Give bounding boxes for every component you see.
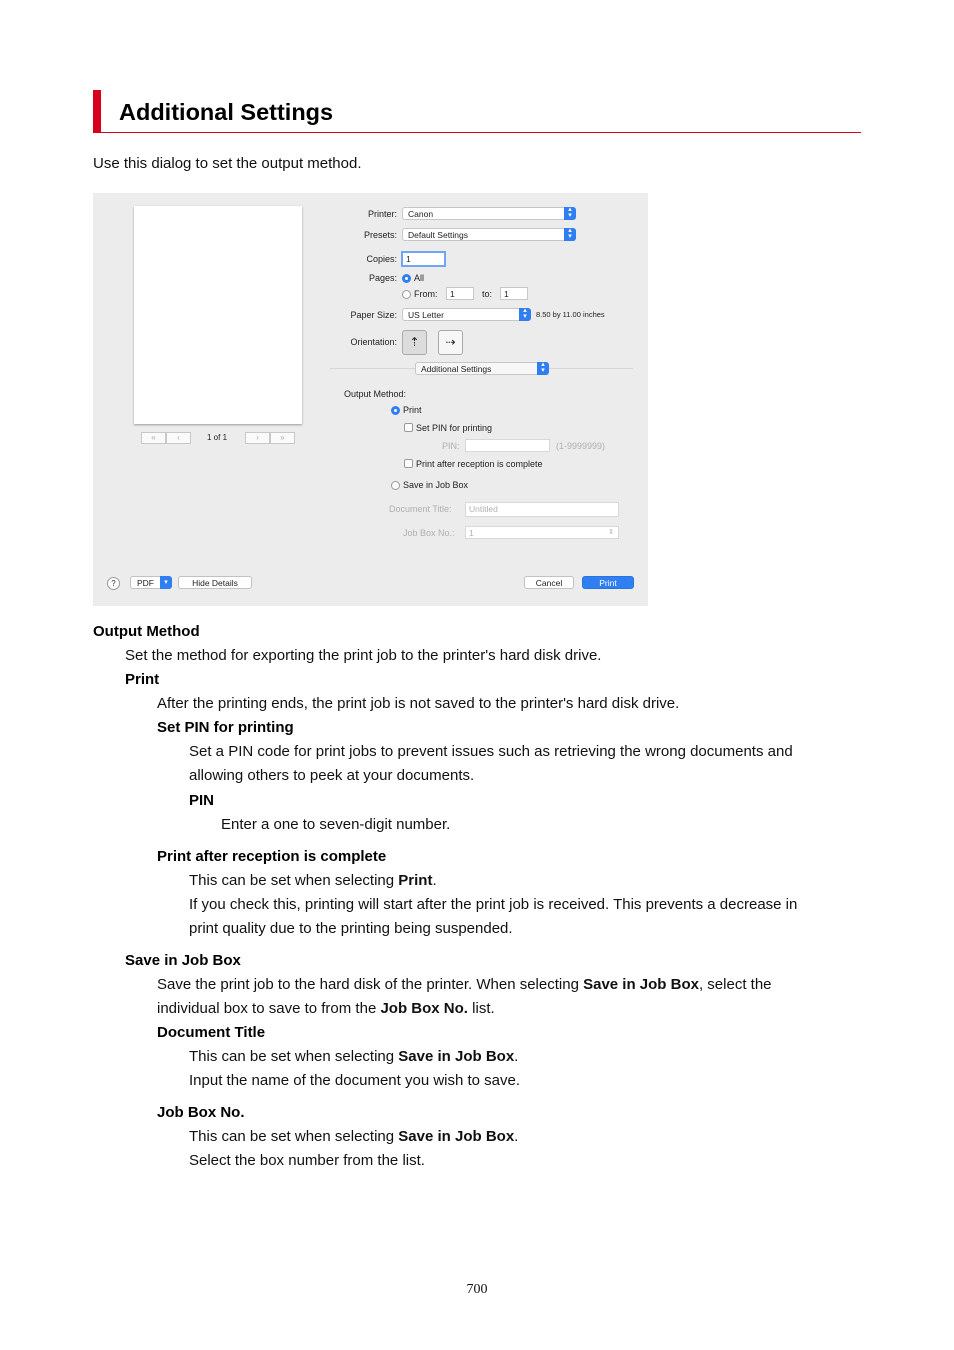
output-method-desc: Set the method for exporting the print job to the printer's hard disk drive.	[125, 647, 602, 664]
pin-heading: PIN	[189, 792, 215, 809]
save-job-box-label: Save in Job Box	[403, 480, 469, 490]
pdf-button[interactable]	[130, 576, 172, 589]
job-box-select[interactable]	[465, 526, 619, 539]
pin-desc: Enter a one to seven-digit number.	[221, 816, 451, 833]
job-box-no-heading: Job Box No.	[157, 1104, 245, 1121]
intro-text: Use this dialog to set the output method.	[93, 155, 362, 172]
landscape-orientation-icon[interactable]: ⇢	[438, 330, 463, 355]
print-after-condition: This can be set when selecting Print.	[189, 872, 437, 889]
chevron-updown-icon: ▴ ▾	[564, 207, 576, 220]
heading-rule	[101, 132, 861, 133]
paper-size-select[interactable]	[402, 308, 531, 321]
prev-page-icon[interactable]: ‹	[166, 432, 191, 444]
page-title: Additional Settings	[119, 99, 334, 125]
set-pin-desc-1: Set a PIN code for print jobs to prevent issues such as retrieving the wrong documents and	[189, 743, 793, 760]
help-button[interactable]: ?	[107, 577, 120, 590]
document-title-heading: Document Title	[157, 1024, 266, 1041]
print-after-desc-1: If you check this, printing will start after the print job is received. This prevents a decrease in	[189, 896, 798, 913]
save-job-box-desc-2: individual box to save to from the Job Box No. list.	[157, 1000, 495, 1017]
pin-input[interactable]	[465, 439, 550, 452]
print-after-desc-2: print quality due to the printing being suspended.	[189, 920, 513, 937]
set-pin-desc-2: allowing others to peek at your documents.	[189, 767, 475, 784]
heading-accent-bar	[93, 90, 101, 133]
pages-all-radio[interactable]	[402, 274, 411, 283]
hide-details-button[interactable]: Hide Details	[178, 576, 252, 589]
last-page-icon[interactable]: »	[270, 432, 295, 444]
page-number: 700	[466, 1282, 488, 1297]
cancel-button[interactable]: Cancel	[524, 576, 574, 589]
print-radio-label: Print	[403, 405, 422, 415]
job-box-no-desc: Select the box number from the list.	[189, 1152, 425, 1169]
presets-select[interactable]	[402, 228, 576, 241]
page-counter: 1 of 1	[207, 433, 228, 442]
pages-label: Pages:	[368, 273, 397, 283]
copies-label: Copies:	[366, 254, 397, 264]
save-job-box-radio[interactable]	[391, 481, 400, 490]
job-box-value: 1	[469, 528, 474, 538]
copies-input[interactable]: 1	[401, 251, 446, 267]
document-title-label: Document Title:	[389, 504, 452, 514]
section-value: Additional Settings	[421, 364, 492, 374]
set-pin-heading: Set PIN for printing	[157, 719, 294, 736]
print-dialog	[93, 193, 648, 606]
save-job-box-desc-1: Save the print job to the hard disk of the printer. When selecting Save in Job Box, select the	[157, 976, 772, 993]
paper-size-label: Paper Size:	[350, 310, 397, 320]
pin-range: (1-9999999)	[556, 441, 606, 451]
pages-from-input[interactable]: 1	[446, 287, 474, 300]
chevron-updown-icon: ▴ ▾	[537, 362, 549, 375]
printer-select[interactable]	[402, 207, 576, 220]
pages-all-label: All	[414, 273, 425, 283]
document-title-condition: This can be set when selecting Save in Job Box.	[189, 1048, 519, 1065]
print-desc: After the printing ends, the print job is not saved to the printer's hard disk drive.	[157, 695, 680, 712]
print-button[interactable]: Print	[582, 576, 634, 589]
print-preview	[134, 206, 302, 424]
next-page-icon[interactable]: ›	[245, 432, 270, 444]
job-box-label: Job Box No.:	[403, 528, 455, 538]
set-pin-label: Set PIN for printing	[416, 423, 493, 433]
paper-size-value: US Letter	[408, 310, 444, 320]
set-pin-checkbox[interactable]	[404, 423, 413, 432]
first-page-icon[interactable]: «	[141, 432, 166, 444]
preview-nav-forward	[245, 432, 295, 444]
chevron-updown-icon: ⇕	[608, 529, 614, 536]
chevron-down-icon: ▾	[160, 576, 172, 589]
print-heading: Print	[125, 671, 160, 688]
section-select[interactable]	[415, 362, 549, 375]
portrait-orientation-icon[interactable]: ⇡	[402, 330, 427, 355]
job-box-no-condition: This can be set when selecting Save in Job Box.	[189, 1128, 519, 1145]
chevron-updown-icon: ▴ ▾	[519, 308, 531, 321]
presets-value: Default Settings	[408, 230, 469, 240]
pdf-label: PDF	[137, 578, 154, 588]
output-method-heading: Output Method	[93, 623, 200, 640]
pages-to-input[interactable]: 1	[500, 287, 528, 300]
paper-size-dims: 8.50 by 11.00 inches	[536, 310, 605, 319]
save-job-box-heading: Save in Job Box	[125, 952, 241, 969]
printer-label: Printer:	[367, 209, 397, 219]
presets-label: Presets:	[363, 230, 397, 240]
pages-to-label: to:	[482, 289, 493, 299]
print-after-heading: Print after reception is complete	[157, 848, 387, 865]
pages-from-radio[interactable]	[402, 290, 411, 299]
document-title-input[interactable]: Untitled	[465, 502, 619, 517]
chevron-updown-icon: ▴ ▾	[564, 228, 576, 241]
printer-value: Canon	[408, 209, 434, 219]
orientation-label: Orientation:	[350, 337, 397, 347]
preview-nav-back	[141, 432, 191, 444]
print-after-checkbox[interactable]	[404, 459, 413, 468]
output-method-label: Output Method:	[344, 389, 407, 399]
pin-label: PIN:	[442, 441, 460, 451]
document-title-desc: Input the name of the document you wish to save.	[189, 1072, 521, 1089]
pages-from-label: From:	[414, 289, 438, 299]
print-radio[interactable]	[391, 406, 400, 415]
print-after-label: Print after reception is complete	[416, 459, 543, 469]
